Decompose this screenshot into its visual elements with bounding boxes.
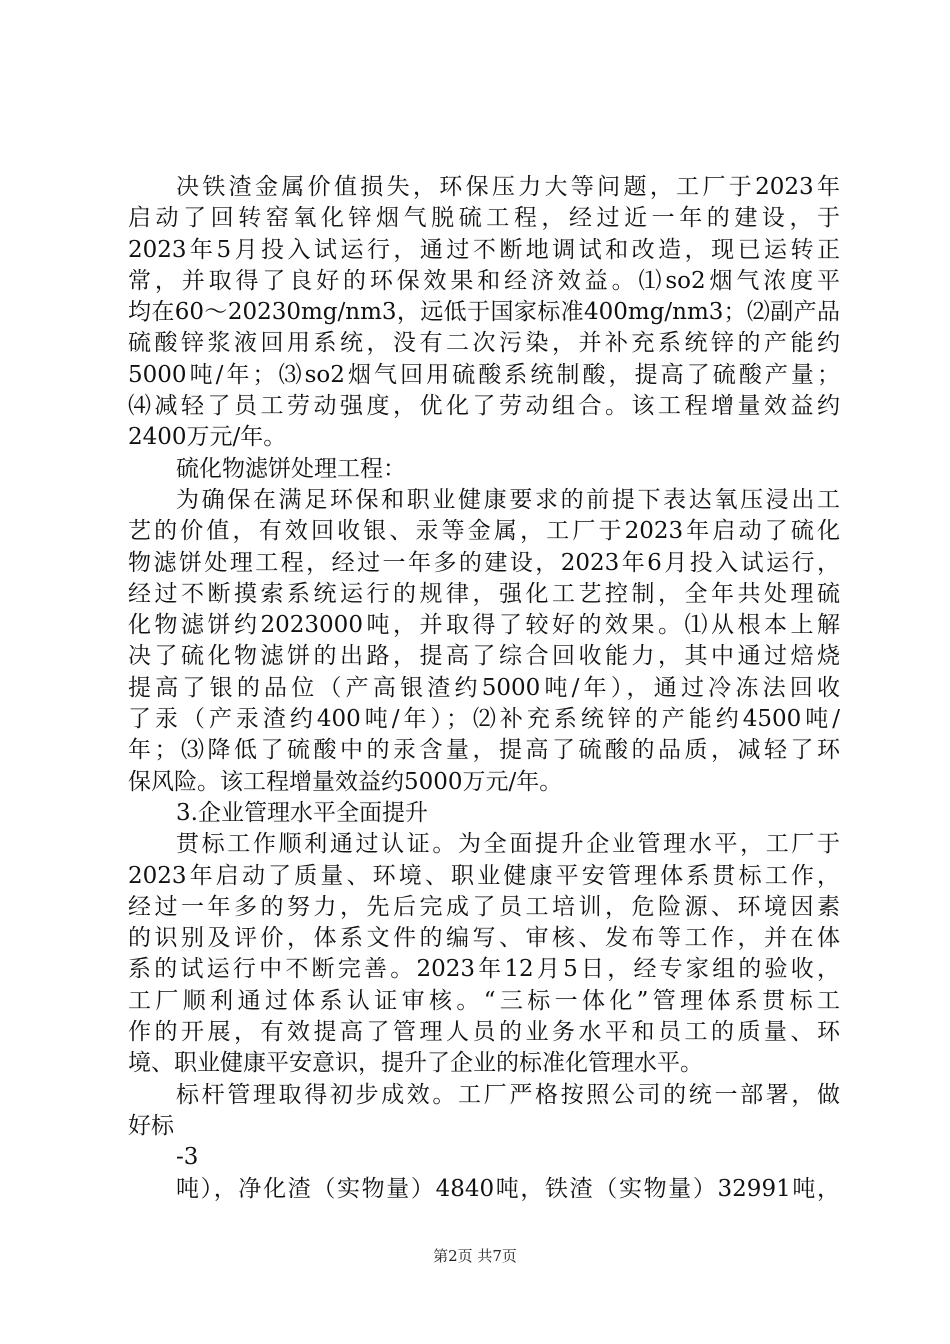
text-line: 常，并取得了良好的环保效果和经济效益。⑴so2烟气浓度平	[128, 267, 840, 294]
text-line: 2023年启动了质量、环境、职业健康平安管理体系贯标工作，	[128, 862, 840, 889]
text-line: 硫化物滤饼处理工程：	[176, 455, 406, 482]
text-line: 的识别及评价，体系文件的编写、审核、发布等工作，并在体	[128, 925, 840, 952]
text-line: 均在60～20230mg/nm3，远低于国家标准400mg/nm3；⑵副产品	[128, 299, 840, 326]
text-line: 5000吨/年；⑶so2烟气回用硫酸系统制酸，提高了硫酸产量；	[128, 361, 840, 388]
text-line: 境、职业健康平安意识，提升了企业的标准化管理水平。	[128, 1050, 703, 1077]
text-line: 保风险。该工程增量效益约5000万元/年。	[128, 768, 563, 795]
text-line: ⑷减轻了员工劳动强度，优化了劳动组合。该工程增量效益约	[128, 393, 840, 420]
text-line: 为确保在满足环保和职业健康要求的前提下表达氧压浸出工	[176, 486, 840, 513]
page-marker: -3	[176, 1144, 199, 1171]
text-line: 2400万元/年。	[128, 424, 287, 451]
text-line: 启动了回转窑氧化锌烟气脱硫工程，经过近一年的建设，于	[128, 205, 840, 232]
text-line: 3.企业管理水平全面提升	[176, 799, 428, 826]
text-line: 系的试运行中不断完善。2023年12月5日，经专家组的验收，	[128, 956, 840, 983]
text-line: 决了硫化物滤饼的出路，提高了综合回收能力，其中通过焙烧	[128, 643, 840, 670]
text-line: 化物滤饼约2023000吨，并取得了较好的效果。⑴从根本上解	[128, 612, 840, 639]
text-line: 年；⑶降低了硫酸中的汞含量，提高了硫酸的品质，减轻了环	[128, 737, 840, 764]
text-line: 经过一年多的努力，先后完成了员工培训，危险源、环境因素	[128, 893, 840, 920]
text-line: 了汞（产汞渣约400吨/年）；⑵补充系统锌的产能约4500吨/	[128, 706, 840, 733]
text-line: 贯标工作顺利通过认证。为全面提升企业管理水平，工厂于	[176, 831, 840, 858]
text-line: 2023年5月投入试运行，通过不断地调试和改造，现已运转正	[128, 236, 840, 263]
document-body	[128, 172, 840, 1205]
text-line: 好标	[128, 1112, 174, 1139]
text-line: 提高了银的品位（产高银渣约5000吨/年），通过冷冻法回收	[128, 674, 840, 701]
text-line: 物滤饼处理工程，经过一年多的建设，2023年6月投入试运行，	[128, 549, 840, 576]
text-line: 硫酸锌浆液回用系统，没有二次污染，并补充系统锌的产能约	[128, 330, 840, 357]
text-line: 作的开展，有效提高了管理人员的业务水平和员工的质量、环	[128, 1019, 840, 1046]
text-line: 工厂顺利通过体系认证审核。“三标一体化”管理体系贯标工	[128, 987, 840, 1014]
text-line: 艺的价值，有效回收银、汞等金属，工厂于2023年启动了硫化	[128, 518, 840, 545]
text-line: 标杆管理取得初步成效。工厂严格按照公司的统一部署，做	[176, 1081, 840, 1108]
text-line: 经过不断摸索系统运行的规律，强化工艺控制，全年共处理硫	[128, 580, 840, 607]
page-footer: 第2页 共7页	[433, 1247, 517, 1265]
text-line: 决铁渣金属价值损失，环保压力大等问题，工厂于2023年	[176, 174, 840, 200]
text-line: 吨），净化渣（实物量）4840吨，铁渣（实物量）32991吨，	[176, 1175, 840, 1202]
